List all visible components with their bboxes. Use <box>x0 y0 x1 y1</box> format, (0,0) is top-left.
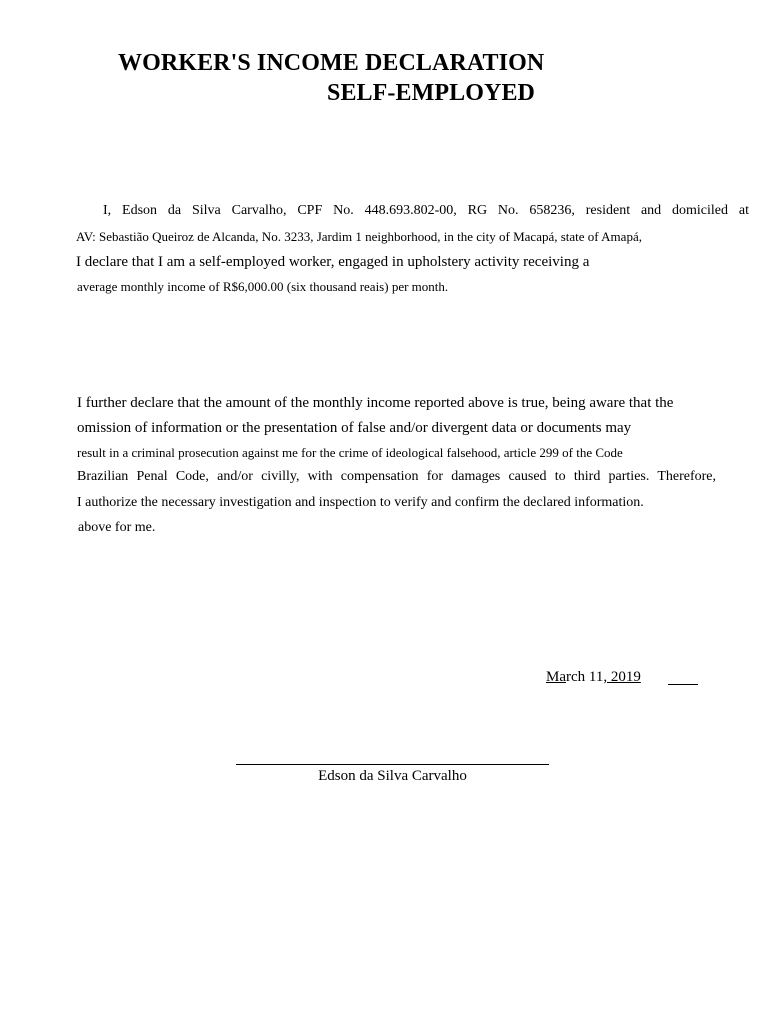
paragraph-line: I further declare that the amount of the monthly income reported above is true, being aware that the <box>77 395 674 411</box>
signature-name: Edson da Silva Carvalho <box>318 768 467 784</box>
paragraph-line: Brazilian Penal Code, and/or civilly, with compensation for damages caused to third parties. Therefore, <box>77 469 716 484</box>
paragraph-line: AV: Sebastião Queiroz de Alcanda, No. 3233, Jardim 1 neighborhood, in the city of Macapá, state of Amapá, <box>76 229 642 244</box>
document-subtitle: SELF-EMPLOYED <box>327 80 535 106</box>
paragraph-line: I authorize the necessary investigation and inspection to verify and confirm the declared information. <box>77 495 644 510</box>
paragraph-line: average monthly income of R$6,000.00 (six thousand reais) per month. <box>77 279 449 294</box>
date-part: , 2019 <box>603 669 641 685</box>
signature-line <box>236 764 549 765</box>
paragraph-line: above for me. <box>78 520 156 535</box>
date-part: rch 11 <box>566 669 604 685</box>
paragraph-line: result in a criminal prosecution against me for the crime of ideological falsehood, article 299 of the Code <box>77 445 623 460</box>
date-part: Ma <box>546 669 566 685</box>
document-title: WORKER'S INCOME DECLARATION <box>118 50 545 76</box>
paragraph-line: omission of information or the presentation of false and/or divergent data or documents may <box>77 420 632 436</box>
declaration-date <box>546 669 641 686</box>
paragraph-line: I declare that I am a self-employed worker, engaged in upholstery activity receiving a <box>76 254 590 270</box>
paragraph-line: I, Edson da Silva Carvalho, CPF No. 448.693.802-00, RG No. 658236, resident and domiciled at <box>103 203 749 218</box>
date-blank-line <box>668 684 698 685</box>
